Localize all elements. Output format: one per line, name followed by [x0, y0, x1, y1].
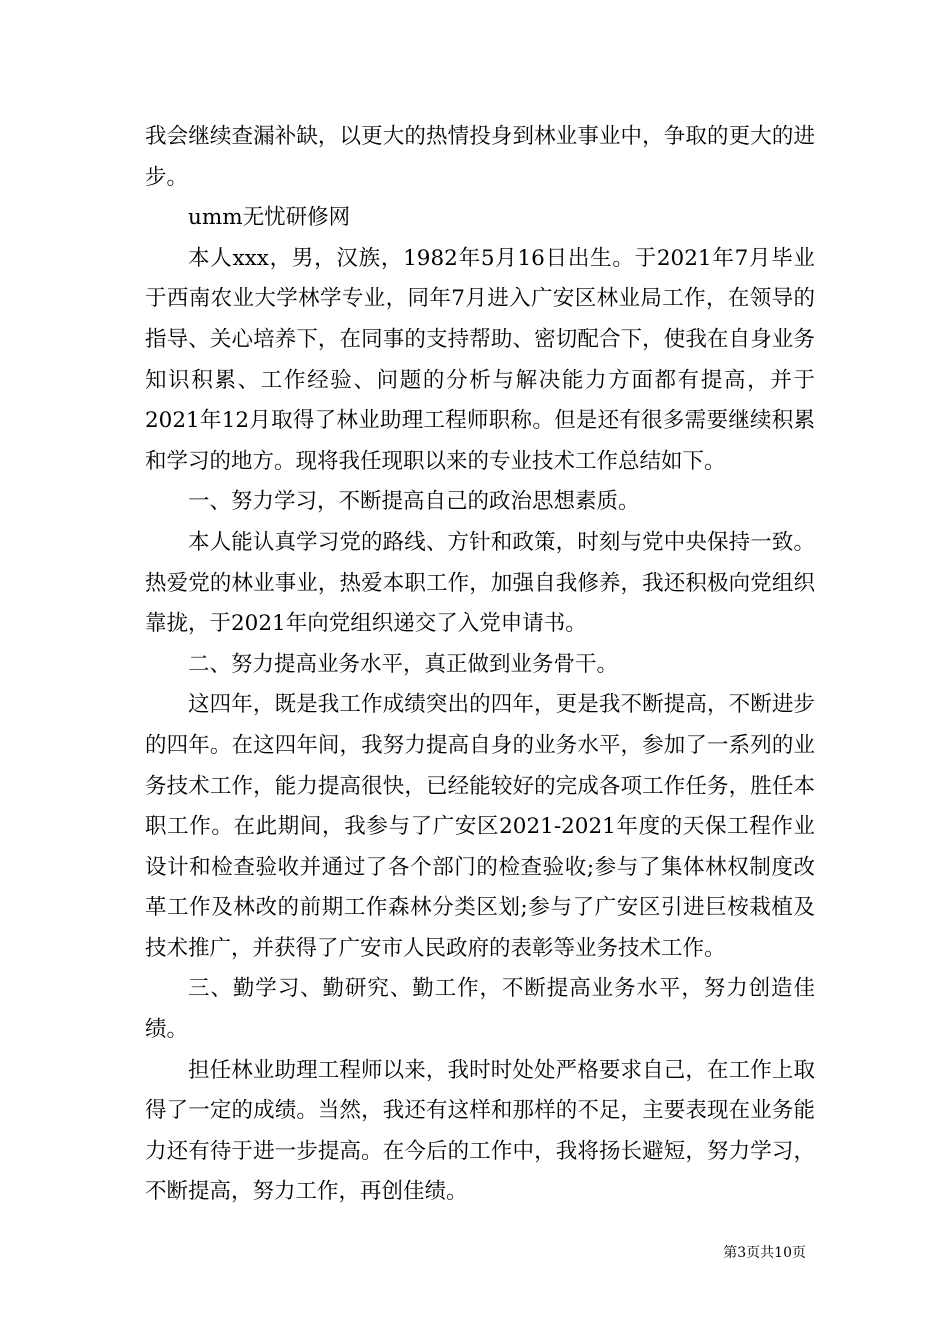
- document-body: [145, 117, 815, 1213]
- section-heading-3: 三、勤学习、勤研究、勤工作，不断提高业务水平，努力创造佳绩。: [145, 976, 815, 1043]
- intro-paragraph: 本人xxx，男，汉族，1982年5月16日出生。于2021年7月毕业于西南农业大学林学专业，同年7月进入广安区林业局工作，在领导的指导、关心培养下，在同事的支持帮助、密切配合下，使我在自身业务知识积累、工作经验、问题的分析与解决能力方面都有提高，并于2021年12月取得了林业助理工程师职称。但是还有很多需要继续积累和学习的地方。现将我任现职以来的专业技术工作总结如下。: [145, 245, 815, 474]
- section-paragraph-1: 本人能认真学习党的路线、方针和政策，时刻与党中央保持一致。热爱党的林业事业，热爱本职工作，加强自我修养，我还积极向党组织靠拢，于2021年向党组织递交了入党申请书。: [145, 529, 815, 637]
- section-paragraph-2: 这四年，既是我工作成绩突出的四年，更是我不断提高，不断进步的四年。在这四年间，我努力提高自身的业务水平，参加了一系列的业务技术工作，能力提高很快，已经能较好的完成各项工作任务，胜任本职工作。在此期间，我参与了广安区2021-2021年度的天保工程作业设计和检查验收并通过了各个部门的检查验收;参与了集体林权制度改革工作及林改的前期工作森林分类区划;参与了广安区引进巨桉栽植及技术推广，并获得了广安市人民政府的表彰等业务技术工作。: [145, 692, 815, 961]
- continuation-paragraph: 我会继续查漏补缺，以更大的热情投身到林业事业中，争取的更大的进步。: [145, 124, 815, 190]
- section-paragraph-3: 担任林业助理工程师以来，我时时处处严格要求自己，在工作上取得了一定的成绩。当然，我还有这样和那样的不足，主要表现在业务能力还有待于进一步提高。在今后的工作中，我将扬长避短，努力学习，不断提高，努力工作，再创佳绩。: [145, 1057, 815, 1205]
- section-heading-1: 一、努力学习，不断提高自己的政治思想素质。: [188, 489, 640, 515]
- page-number: 第3页共10页: [723, 1245, 806, 1261]
- source-label: umm无忧研修网: [188, 205, 351, 231]
- section-heading-2: 二、努力提高业务水平，真正做到业务骨干。: [188, 651, 619, 677]
